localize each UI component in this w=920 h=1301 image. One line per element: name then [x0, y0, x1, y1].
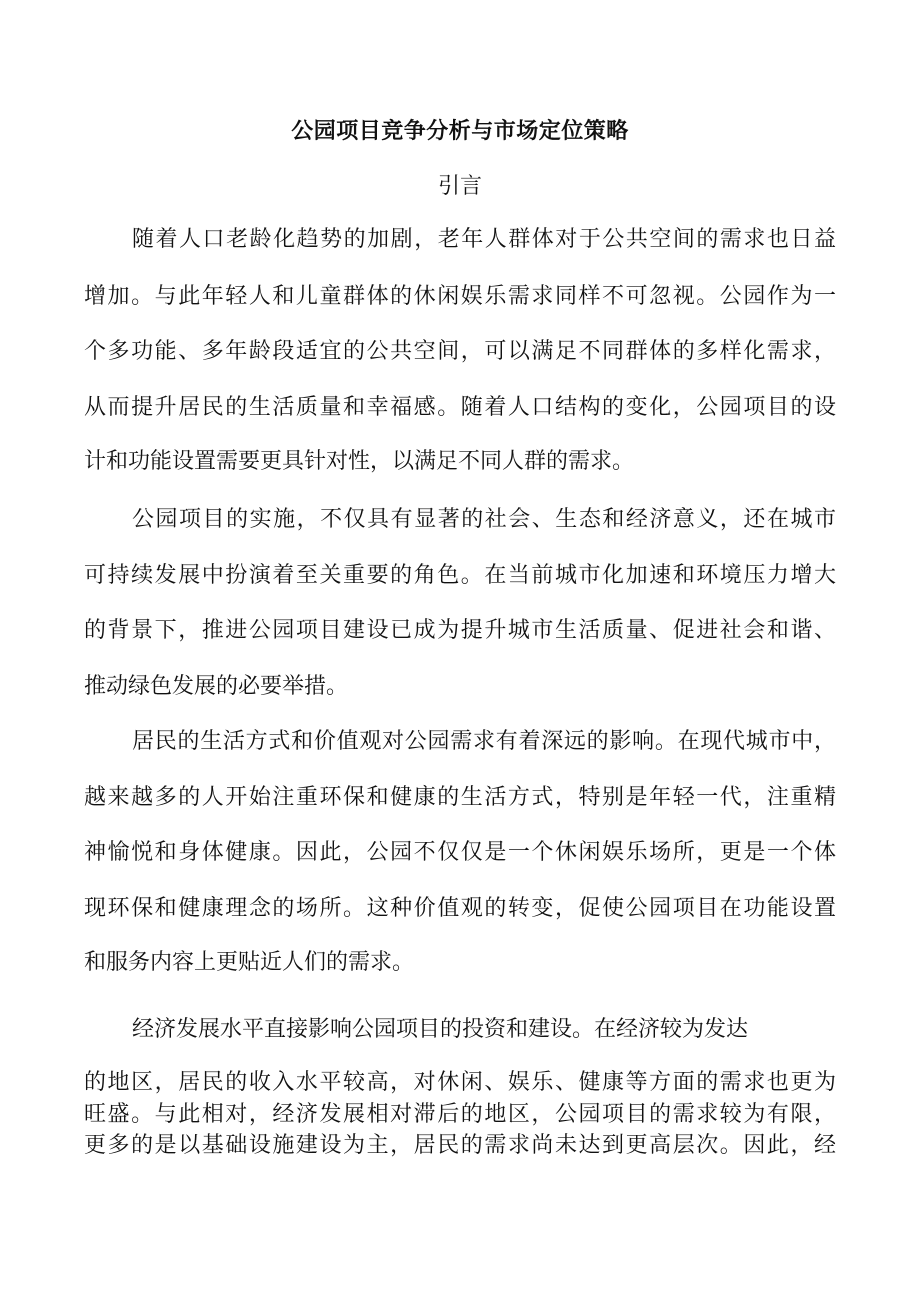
paragraph-1-line-1: 随着人口老龄化趋势的加剧，老年人群体对于公共空间的需求也日益 — [132, 227, 836, 252]
paragraph-3-line-5: 和服务内容上更贴近人们的需求。 — [84, 950, 415, 975]
paragraph-3-line-4: 现环保和健康理念的场所。这种价值观的转变，促使公园项目在功能设置 — [84, 896, 836, 921]
paragraph-4-line-4: 更多的是以基础设施建设为主，居民的需求尚未达到更高层次。因此，经 — [84, 1133, 836, 1158]
paragraph-1-line-3: 个多功能、多年龄段适宜的公共空间，可以满足不同群体的多样化需求， — [84, 339, 836, 364]
paragraph-3-line-2: 越来越多的人开始注重环保和健康的生活方式，特别是年轻一代，注重精 — [84, 785, 836, 810]
paragraph-2-line-3: 的背景下，推进公园项目建设已成为提升城市生活质量、促进社会和谐、 — [84, 618, 836, 643]
paragraph-2-line-1: 公园项目的实施，不仅具有显著的社会、生态和经济意义，还在城市 — [132, 507, 836, 532]
paragraph-2-line-2: 可持续发展中扮演着至关重要的角色。在当前城市化加速和环境压力增大 — [84, 563, 836, 588]
paragraph-4-line-1: 经济发展水平直接影响公园项目的投资和建设。在经济较为发达 — [132, 1017, 749, 1042]
paragraph-1-line-4: 从而提升居民的生活质量和幸福感。随着人口结构的变化，公园项目的设 — [84, 395, 836, 420]
paragraph-1-line-2: 增加。与此年轻人和儿童群体的休闲娱乐需求同样不可忽视。公园作为一 — [84, 284, 836, 309]
paragraph-3-line-1: 居民的生活方式和价值观对公园需求有着深远的影响。在现代城市中， — [132, 729, 836, 754]
document-title: 公园项目竞争分析与市场定位策略 — [291, 118, 629, 144]
paragraph-3-line-3: 神愉悦和身体健康。因此，公园不仅仅是一个休闲娱乐场所，更是一个体 — [84, 840, 836, 865]
paragraph-2-line-4: 推动绿色发展的必要举措。 — [84, 674, 349, 699]
paragraph-4-line-3: 旺盛。与此相对，经济发展相对滞后的地区，公园项目的需求较为有限， — [84, 1102, 836, 1127]
paragraph-4-line-2: 的地区，居民的收入水平较高，对休闲、娱乐、健康等方面的需求也更为 — [84, 1070, 836, 1095]
paragraph-1-line-5: 计和功能设置需要更具针对性，以满足不同人群的需求。 — [84, 449, 635, 474]
section-heading: 引言 — [437, 174, 482, 199]
